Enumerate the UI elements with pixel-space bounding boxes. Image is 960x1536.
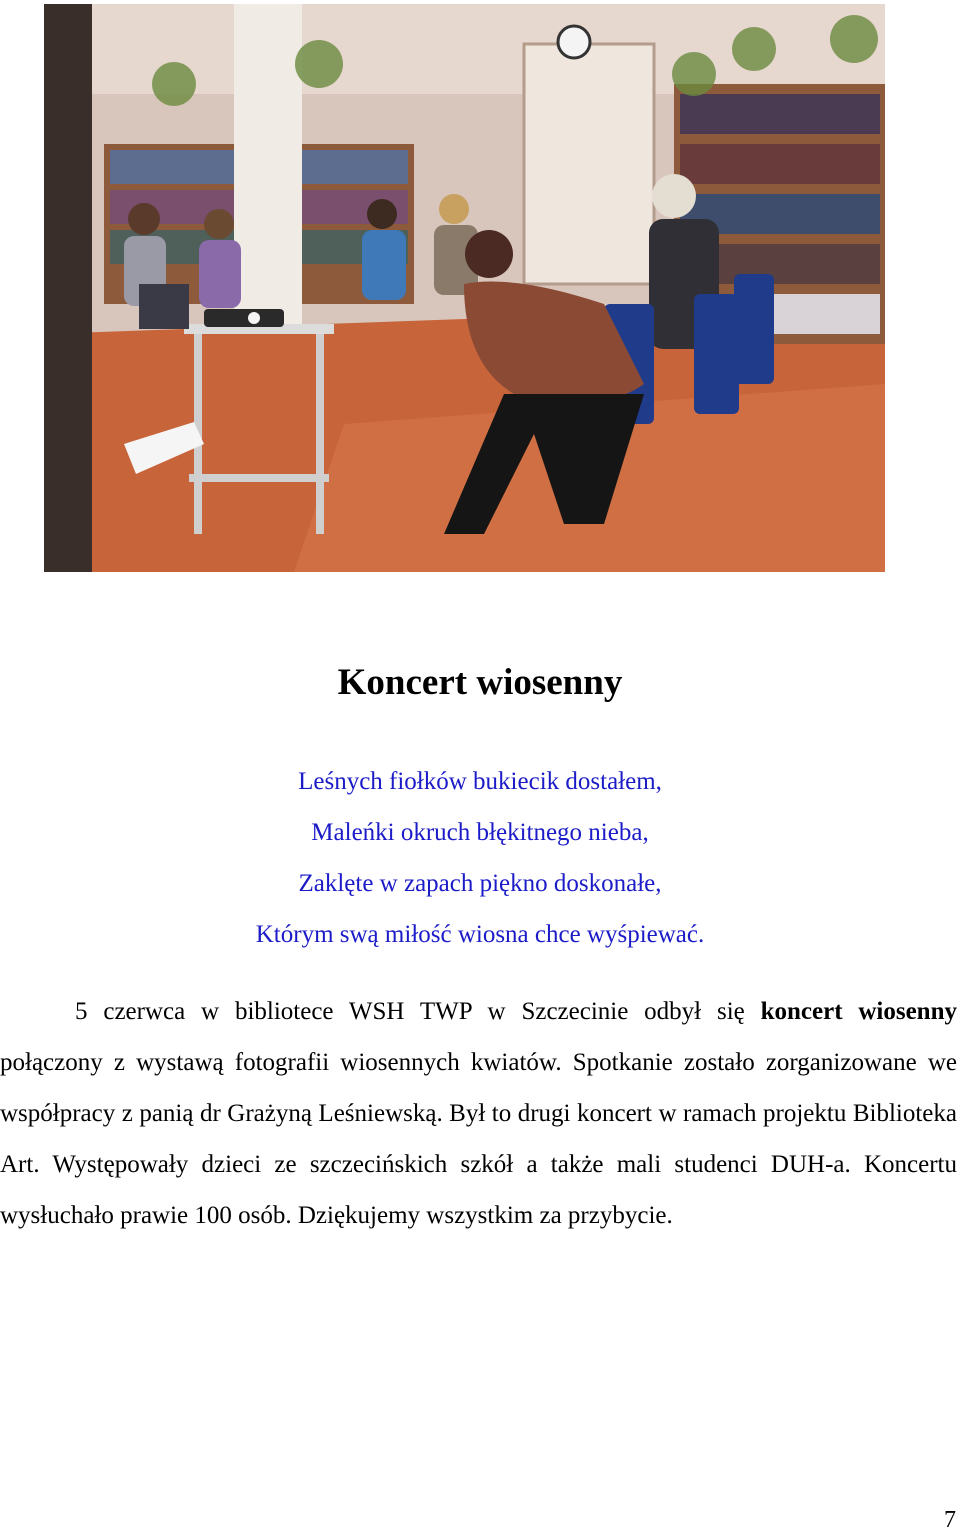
paragraph-rest: połączony z wystawą fotografii wiosennych kwiatów. Spotkanie zostało zorganizowane we współpracy z panią dr Grażyną Leśniewską. Był to drugi koncert w ramach projektu Biblioteka Art. Występowały dzieci ze szczecińskich szkół a także mali studenci DUH-a. Koncertu wysłuchało prawie 100 osób. Dziękujemy wszystkim za przybycie. — [0, 1049, 957, 1229]
page-number: 7 — [944, 1507, 956, 1533]
poem-line: Maleńki okruch błękitnego nieba, — [311, 819, 649, 846]
photo-illustration — [44, 4, 885, 572]
photo-window — [524, 44, 654, 284]
event-photo — [44, 4, 885, 572]
photo-pillar — [234, 4, 302, 334]
page-title: Koncert wiosenny — [337, 662, 623, 703]
paragraph-intro: 5 czerwca w bibliotece WSH TWP w Szczecinie odbył się — [75, 998, 761, 1025]
article-paragraph — [0, 986, 957, 1241]
photo-clock — [558, 26, 590, 58]
paragraph-bold-phrase: koncert wiosenny — [760, 998, 957, 1025]
poem-line: Leśnych fiołków bukiecik dostałem, — [298, 768, 662, 795]
poem — [0, 756, 960, 960]
poem-line: Zaklęte w zapach piękno doskonałe, — [298, 870, 662, 897]
photo-left-edge — [44, 4, 92, 572]
photo-plant — [152, 62, 196, 106]
poem-line: Którym swą miłość wiosna chce wyśpiewać. — [255, 921, 705, 948]
photo-projector — [204, 309, 284, 327]
photo-laptop — [139, 284, 189, 329]
photo-speaker — [465, 230, 513, 278]
